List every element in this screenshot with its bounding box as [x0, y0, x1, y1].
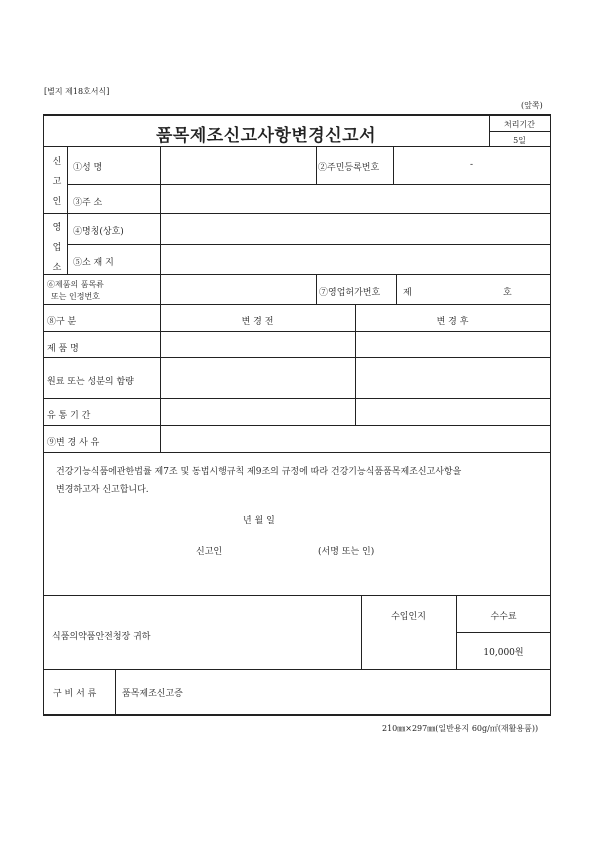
business-bottom-line: [43, 274, 551, 275]
reporter-bottom-line: [43, 213, 551, 214]
processing-period-label: 처리기간: [504, 120, 535, 129]
regno-label: ②주민등록번호: [318, 163, 380, 173]
reporter-signature-label: 신고인: [196, 547, 223, 557]
name-label: ①성 명: [73, 163, 103, 173]
table-row-line-4: [43, 425, 551, 426]
revenue-stamp-label: 수입인지: [391, 612, 426, 622]
address-label: ③주 소: [73, 198, 103, 208]
processing-divider: [489, 131, 550, 132]
form-title: 품목제조신고사항변경신고서: [156, 126, 376, 146]
regno-value[interactable]: -: [470, 160, 474, 170]
business-location-label: ⑤소 재 지: [73, 258, 114, 268]
row-ingredient: 원료 또는 성분의 함량: [47, 377, 134, 387]
paper-spec: 210㎜×297㎜(일반용지 60g/㎡(재활용품)): [382, 724, 539, 733]
documents-divider: [115, 669, 116, 714]
row-change-reason: ⑨변 경 사 유: [47, 438, 100, 448]
row-shelf-life: 유 통 기 간: [47, 411, 91, 421]
col-type-header: ⑧구 분: [47, 317, 77, 327]
label-col-divider: [160, 146, 161, 452]
recipient-bottom-line: [43, 669, 551, 670]
form-number: [별지 제18호서식]: [44, 87, 110, 96]
processing-period-value: 5일: [513, 136, 526, 145]
regno-left: [316, 146, 317, 184]
business-mid-line: [67, 244, 551, 245]
table-bottom-line: [43, 452, 551, 453]
frame-bottom: [43, 714, 551, 716]
permit-left: [316, 274, 317, 304]
signature-field[interactable]: (서명 또는 인): [318, 547, 375, 557]
col-before-header: 변 경 전: [241, 317, 274, 327]
group-col-divider: [67, 146, 68, 274]
permit-label: ⑦영업허가번호: [319, 288, 381, 298]
table-row-line-1: [43, 331, 551, 332]
statement-bottom-line: [43, 595, 551, 596]
fee-label: 수수료: [490, 612, 517, 622]
reporter-mid-line: [67, 184, 551, 185]
row-product-name: 제 품 명: [47, 344, 79, 354]
statement-line-1: 건강기능식품에관한법률 제7조 및 동법시행규칙 제9조의 규정에 따라 건강기능식품품목제조신고사항을: [56, 467, 462, 477]
permit-right: [396, 274, 397, 304]
statement-date[interactable]: 년 월 일: [243, 516, 275, 526]
frame-left: [43, 114, 44, 715]
business-group-label: 영 업 소: [52, 223, 62, 273]
fee-divider: [456, 632, 551, 633]
title-bottom-line: [43, 146, 551, 147]
col-after-header: 변 경 후: [436, 317, 469, 327]
table-row-line-3: [43, 398, 551, 399]
page-side-label: (앞쪽): [521, 101, 543, 110]
business-name-label: ④명칭(상호): [73, 227, 124, 237]
product-type-label-1: ⑥제품의 품목류: [47, 280, 104, 289]
addressee: 식품의약품안전청장 귀하: [52, 632, 151, 642]
permit-prefix: 제: [403, 288, 412, 298]
frame-top: [43, 114, 551, 116]
fee-value: 10,000원: [483, 648, 524, 658]
product-type-bottom-line: [43, 304, 551, 305]
documents-value: 품목제조신고증: [122, 689, 183, 699]
reporter-group-label: 신 고 인: [52, 157, 62, 207]
frame-right: [550, 114, 551, 715]
statement-line-2: 변경하고자 신고합니다.: [56, 485, 149, 495]
regno-right: [393, 146, 394, 184]
table-row-line-2: [43, 357, 551, 358]
permit-suffix: 호: [503, 288, 512, 298]
documents-label: 구 비 서 류: [53, 689, 97, 699]
product-type-label-2: 또는 인정번호: [51, 292, 100, 301]
stamp-left: [361, 595, 362, 669]
